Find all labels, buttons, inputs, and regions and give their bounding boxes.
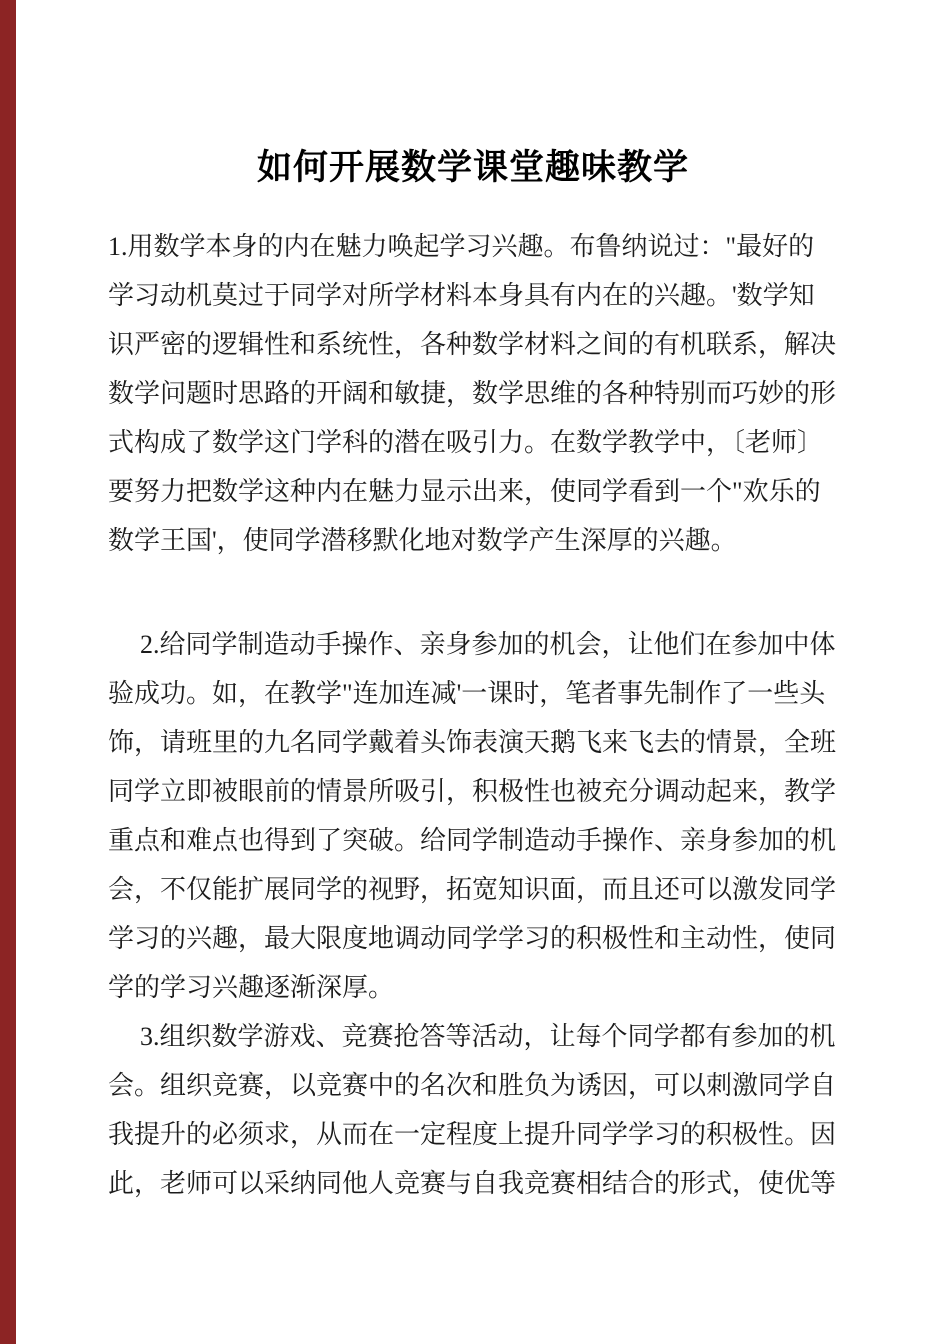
body-line: 要努力把数学这种内在魅力显示出来，使同学看到一个"欢乐的: [108, 477, 821, 506]
body-line: 数学问题时思路的开阔和敏捷，数学思维的各种特别而巧妙的形: [108, 379, 837, 408]
body-line: 1.用数学本身的内在魅力唤起学习兴趣。布鲁纳说过："最好的: [108, 232, 815, 261]
body-line: 学习动机莫过于同学对所学材料本身具有内在的兴趣。'数学知: [108, 281, 815, 310]
body-line: 饰，请班里的九名同学戴着头饰表演天鹅飞来飞去的情景，全班: [108, 728, 837, 757]
body-line: 会。组织竞赛，以竞赛中的名次和胜负为诱因，可以刺激同学自: [108, 1071, 837, 1100]
paragraph: [108, 222, 838, 565]
document-content: [108, 143, 838, 1208]
body-line: 数学王国'，使同学潜移默化地对数学产生深厚的兴趣。: [108, 526, 737, 555]
body-line: 3.组织数学游戏、竞赛抢答等活动，让每个同学都有参加的机: [140, 1022, 836, 1051]
body-line: 学习的兴趣，最大限度地调动同学学习的积极性和主动性，使同: [108, 924, 837, 953]
body-line: 识严密的逻辑性和系统性，各种数学材料之间的有机联系，解决: [108, 330, 837, 359]
left-edge-accent-bar: [0, 0, 16, 1344]
paragraph: [108, 620, 838, 1012]
document-body: [108, 222, 838, 1208]
body-line: 我提升的必须求，从而在一定程度上提升同学学习的积极性。因: [108, 1120, 837, 1149]
body-line: 同学立即被眼前的情景所吸引，积极性也被充分调动起来，教学: [108, 777, 837, 806]
body-line: 会，不仅能扩展同学的视野，拓宽知识面，而且还可以激发同学: [108, 875, 837, 904]
document-title: 如何开展数学课堂趣味教学: [256, 148, 689, 187]
body-line: 学的学习兴趣逐渐深厚。: [108, 973, 395, 1002]
body-line: 2.给同学制造动手操作、亲身参加的机会，让他们在参加中体: [140, 630, 836, 659]
body-line: 重点和难点也得到了突破。给同学制造动手操作、亲身参加的机: [108, 826, 837, 855]
paragraph: [108, 1012, 838, 1208]
body-line: 验成功。如，在教学"连加连减'一课时，笔者事先制作了一些头: [108, 679, 826, 708]
body-line: 此，老师可以采纳同他人竞赛与自我竞赛相结合的形式，使优等: [108, 1169, 837, 1198]
body-line: 式构成了数学这门学科的潜在吸引力。在数学教学中，〔老师〕: [108, 428, 824, 457]
